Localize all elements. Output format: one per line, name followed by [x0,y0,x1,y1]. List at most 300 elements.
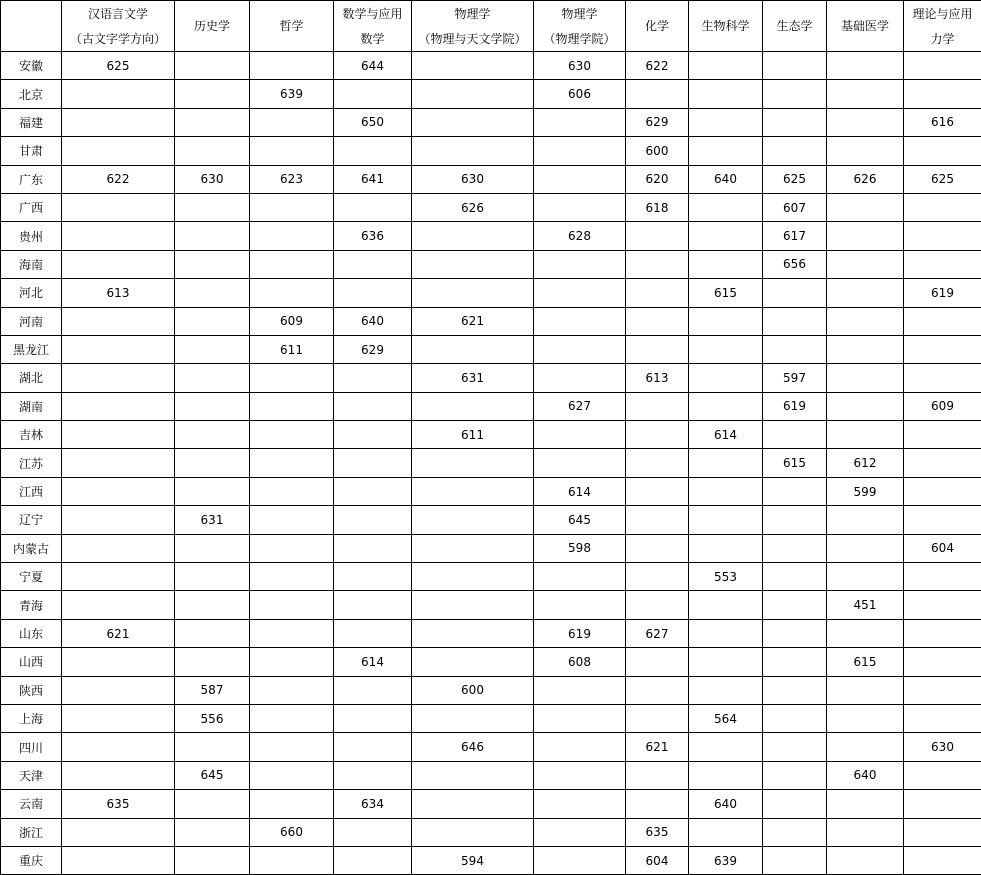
score-cell [689,449,763,477]
score-cell: 641 [334,165,412,193]
score-cell [334,421,412,449]
score-cell [827,250,904,278]
table-row [1,676,981,704]
score-cell [62,421,175,449]
score-cell [250,193,334,221]
score-cell [62,364,175,392]
score-cell [904,193,981,221]
score-cell [827,846,904,874]
score-cell [412,619,534,647]
score-cell [904,137,981,165]
score-cell [689,506,763,534]
score-cell [626,279,689,307]
score-cell: 625 [904,165,981,193]
province-cell: 云南 [1,790,62,818]
score-cell: 611 [250,335,334,363]
table-row [1,563,981,591]
score-cell [250,676,334,704]
score-cell: 630 [534,52,626,80]
score-cell [689,307,763,335]
table-row [1,193,981,221]
score-cell [689,250,763,278]
score-cell [534,846,626,874]
score-cell: 617 [763,222,827,250]
score-cell [334,80,412,108]
score-cell: 587 [175,676,250,704]
score-cell: 625 [763,165,827,193]
province-cell: 山西 [1,648,62,676]
table-row [1,137,981,165]
score-cell: 627 [534,392,626,420]
score-cell [904,335,981,363]
column-header-label: 数学 [334,27,411,51]
score-cell [412,818,534,846]
score-cell [689,761,763,789]
score-cell [626,250,689,278]
score-cell [412,704,534,732]
score-cell [334,477,412,505]
score-cell [62,818,175,846]
score-cell [827,619,904,647]
table-row [1,421,981,449]
score-cell [904,222,981,250]
score-cell: 640 [334,307,412,335]
score-cell [534,704,626,732]
score-cell [763,676,827,704]
column-header [250,1,334,52]
score-cell [534,421,626,449]
score-cell [412,137,534,165]
score-cell [175,846,250,874]
score-cell: 607 [763,193,827,221]
score-cell: 623 [250,165,334,193]
table-row [1,818,981,846]
score-cell [763,335,827,363]
table-row [1,364,981,392]
score-cell [175,250,250,278]
score-cell [689,818,763,846]
score-cell [175,818,250,846]
score-cell: 619 [763,392,827,420]
score-cell [250,108,334,136]
score-cell [827,137,904,165]
column-header [827,1,904,52]
score-cell: 604 [626,846,689,874]
score-cell: 629 [334,335,412,363]
table-row [1,704,981,732]
score-cell [827,704,904,732]
score-cell [62,506,175,534]
score-cell: 640 [689,165,763,193]
score-cell [250,477,334,505]
score-cell: 615 [689,279,763,307]
table-row [1,449,981,477]
province-cell: 江西 [1,477,62,505]
score-cell [412,591,534,619]
score-cell [763,733,827,761]
score-cell: 621 [412,307,534,335]
column-header-label: 数学与应用 [334,1,411,27]
score-cell: 630 [904,733,981,761]
score-cell [763,846,827,874]
score-cell [334,137,412,165]
score-cell [412,52,534,80]
score-cell: 650 [334,108,412,136]
score-cell [626,563,689,591]
score-cell [250,506,334,534]
score-cell [827,733,904,761]
score-cell [334,279,412,307]
score-cell [534,335,626,363]
score-cell [412,534,534,562]
score-cell [763,534,827,562]
score-cell: 636 [334,222,412,250]
score-cell [250,449,334,477]
score-cell: 626 [827,165,904,193]
table-row [1,846,981,874]
province-cell: 辽宁 [1,506,62,534]
score-cell [763,506,827,534]
score-cell [334,733,412,761]
score-cell [412,392,534,420]
score-cell: 630 [175,165,250,193]
score-cell [175,80,250,108]
table-row [1,733,981,761]
score-cell: 616 [904,108,981,136]
table-row [1,80,981,108]
score-cell [175,648,250,676]
score-cell [827,307,904,335]
score-cell [904,52,981,80]
province-cell: 河北 [1,279,62,307]
score-cell: 635 [626,818,689,846]
column-header-label: （古文字学方向） [62,27,174,51]
province-cell: 浙江 [1,818,62,846]
score-cell: 646 [412,733,534,761]
header-row [1,1,981,52]
score-cell [626,477,689,505]
score-cell [626,335,689,363]
score-cell [763,52,827,80]
score-cell [904,364,981,392]
score-cell: 600 [626,137,689,165]
score-cell [62,534,175,562]
score-cell [763,704,827,732]
score-cell [62,846,175,874]
score-cell [827,421,904,449]
score-cell: 625 [62,52,175,80]
score-cell [412,790,534,818]
score-cell: 615 [827,648,904,676]
score-cell [175,364,250,392]
score-cell [534,279,626,307]
score-cell [534,165,626,193]
column-header-label: 生物科学 [689,1,762,51]
score-cell [626,222,689,250]
score-cell [904,449,981,477]
score-cell [904,250,981,278]
column-header [412,1,534,52]
score-cell [534,790,626,818]
score-cell [412,222,534,250]
score-cell [175,222,250,250]
score-cell: 618 [626,193,689,221]
province-cell: 吉林 [1,421,62,449]
province-cell: 黑龙江 [1,335,62,363]
table-row [1,307,981,335]
score-cell [334,250,412,278]
score-cell [534,591,626,619]
score-cell [763,108,827,136]
score-cell [62,704,175,732]
province-cell: 上海 [1,704,62,732]
province-cell: 陕西 [1,676,62,704]
score-cell [334,449,412,477]
score-cell [904,648,981,676]
column-header-label: 力学 [904,27,981,51]
score-cell [626,704,689,732]
score-cell [827,534,904,562]
province-cell: 河南 [1,307,62,335]
score-cell: 594 [412,846,534,874]
score-cell [175,563,250,591]
score-cell [904,846,981,874]
table-row [1,619,981,647]
table-row [1,335,981,363]
score-cell [334,392,412,420]
province-cell: 福建 [1,108,62,136]
score-cell [250,704,334,732]
score-cell [904,818,981,846]
score-cell [250,279,334,307]
score-cell [250,137,334,165]
score-cell [175,392,250,420]
score-cell [904,477,981,505]
score-cell [626,591,689,619]
score-cell [689,477,763,505]
score-cell: 614 [334,648,412,676]
score-cell [62,193,175,221]
province-cell: 北京 [1,80,62,108]
score-cell [62,477,175,505]
score-cell: 656 [763,250,827,278]
score-cell [904,563,981,591]
score-cell [763,477,827,505]
score-cell [626,449,689,477]
score-cell [175,279,250,307]
score-cell [534,364,626,392]
score-cell: 615 [763,449,827,477]
score-cell [904,307,981,335]
province-cell: 内蒙古 [1,534,62,562]
score-cell: 556 [175,704,250,732]
score-cell [827,108,904,136]
score-cell [904,790,981,818]
score-cell: 553 [689,563,763,591]
score-cell [334,193,412,221]
score-cell: 640 [689,790,763,818]
score-cell: 614 [534,477,626,505]
score-cell [626,534,689,562]
score-cell [689,193,763,221]
score-cell [250,619,334,647]
score-cell [62,733,175,761]
score-cell [62,108,175,136]
score-cell: 631 [175,506,250,534]
score-cell [827,676,904,704]
table-row [1,477,981,505]
score-cell [689,648,763,676]
score-cell: 621 [626,733,689,761]
province-cell: 湖北 [1,364,62,392]
score-cell [250,591,334,619]
score-cell [904,421,981,449]
score-cell [250,222,334,250]
score-cell [412,80,534,108]
score-cell [534,449,626,477]
score-cell [62,307,175,335]
score-cell [334,506,412,534]
score-cell [175,52,250,80]
score-cell [534,307,626,335]
score-cell: 630 [412,165,534,193]
score-cell [334,846,412,874]
score-cell [626,392,689,420]
province-cell: 湖南 [1,392,62,420]
score-cell [250,421,334,449]
score-cell [412,449,534,477]
score-cell [904,704,981,732]
score-cell [175,790,250,818]
score-cell [175,477,250,505]
score-cell: 660 [250,818,334,846]
score-cell [250,761,334,789]
score-cell [175,534,250,562]
score-cell [763,648,827,676]
score-cell: 619 [534,619,626,647]
column-header [904,1,981,52]
score-cell [689,80,763,108]
column-header-label: 哲学 [250,1,333,51]
score-cell [763,619,827,647]
province-cell: 贵州 [1,222,62,250]
column-header-label: 物理学 [412,1,533,27]
score-cell [250,648,334,676]
province-cell: 江苏 [1,449,62,477]
score-cell [904,80,981,108]
column-header [62,1,175,52]
score-cell [904,506,981,534]
score-cell: 631 [412,364,534,392]
score-cell [412,506,534,534]
score-cell [334,818,412,846]
province-cell: 天津 [1,761,62,789]
score-cell: 564 [689,704,763,732]
score-cell [534,761,626,789]
score-cell [62,335,175,363]
score-cell [334,619,412,647]
score-cell: 640 [827,761,904,789]
province-cell: 重庆 [1,846,62,874]
score-cell [689,534,763,562]
score-cell: 613 [626,364,689,392]
score-cell [175,193,250,221]
score-cell [534,676,626,704]
column-header [175,1,250,52]
column-header [334,1,412,52]
column-header-label: 化学 [626,1,688,51]
score-cell: 645 [175,761,250,789]
score-cell [250,733,334,761]
score-cell [689,222,763,250]
score-cell: 622 [62,165,175,193]
column-header-label: 物理学 [534,1,625,27]
score-cell [689,392,763,420]
column-header-label: （物理与天文学院） [412,27,533,51]
score-cell [827,790,904,818]
score-cell [827,222,904,250]
score-cell [334,676,412,704]
score-cell [763,137,827,165]
score-cell [763,307,827,335]
score-cell [626,648,689,676]
province-cell: 山东 [1,619,62,647]
table-row [1,222,981,250]
score-cell [412,761,534,789]
score-cell: 619 [904,279,981,307]
table-row [1,591,981,619]
score-cell [689,52,763,80]
column-header-label: 历史学 [175,1,249,51]
score-cell [62,648,175,676]
table-row [1,648,981,676]
score-cell [62,222,175,250]
score-cell [412,563,534,591]
score-cell [62,392,175,420]
column-header [626,1,689,52]
score-cell [250,392,334,420]
score-cell [626,421,689,449]
score-cell [904,591,981,619]
score-cell [250,790,334,818]
score-cell: 608 [534,648,626,676]
table-row [1,534,981,562]
score-cell [689,108,763,136]
score-cell: 634 [334,790,412,818]
province-cell: 甘肃 [1,137,62,165]
score-cell [827,52,904,80]
score-cell [175,421,250,449]
score-cell [827,193,904,221]
score-cell [763,80,827,108]
score-cell [250,563,334,591]
score-cell [62,591,175,619]
score-cell [62,563,175,591]
score-cell: 614 [689,421,763,449]
score-cell [827,563,904,591]
score-cell: 611 [412,421,534,449]
column-header-label: （物理学院） [534,27,625,51]
score-cell [412,648,534,676]
score-cell [175,449,250,477]
score-cell [175,307,250,335]
score-cell: 604 [904,534,981,562]
score-cell [827,335,904,363]
score-cell [534,108,626,136]
score-cell [626,790,689,818]
score-cell [689,733,763,761]
score-cell: 620 [626,165,689,193]
